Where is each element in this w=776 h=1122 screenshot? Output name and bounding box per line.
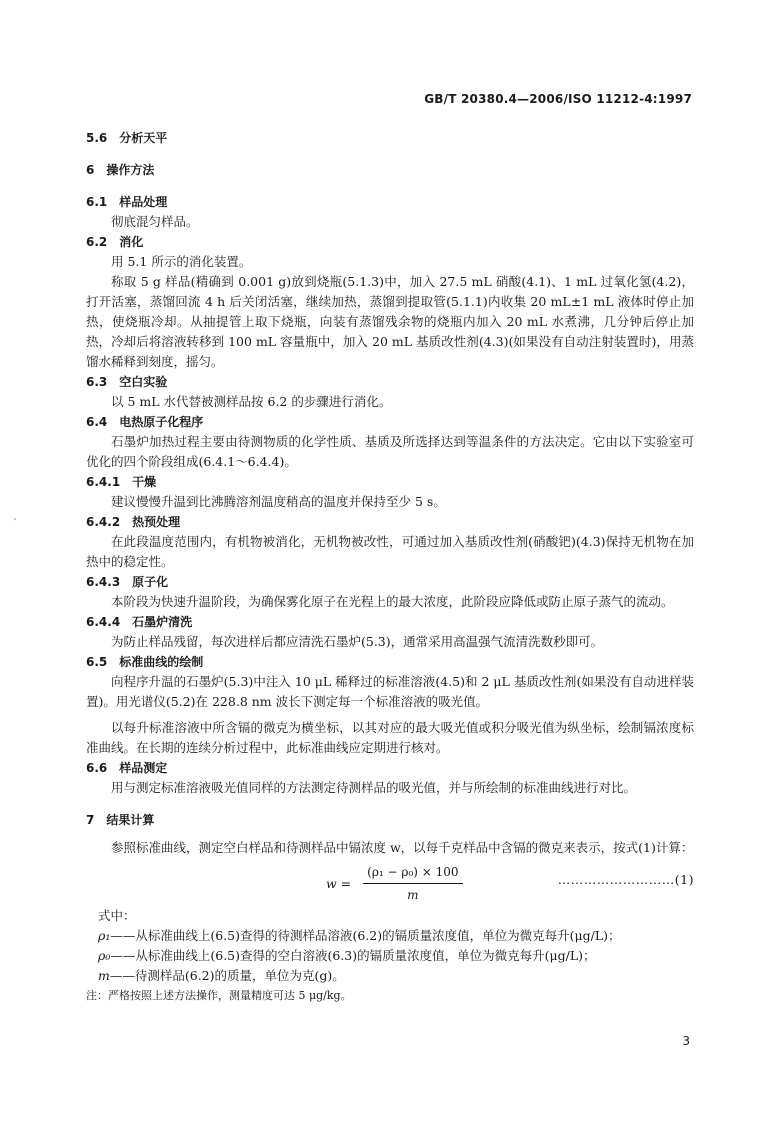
section-number: 6.6 (86, 761, 108, 775)
section-number: 6 (86, 163, 95, 177)
paragraph: 石墨炉加热过程主要由待测物质的化学性质、基质及所选择达到等温条件的方法决定。它由以下实验室可优化的四个阶段组成(6.4.1～6.4.4)。 (86, 434, 694, 469)
section-title: 分析天平 (119, 131, 168, 145)
heading-6-4-3 (86, 572, 694, 592)
paragraph: 称取 5 g 样品(精确到 0.001 g)放到烧瓶(5.1.3)中，加入 27.5 mL 硝酸(4.1)、1 mL 过氧化氢(4.2)，打开活塞，蒸馏回流 4 h 后关闭活塞，继续加热，蒸馏到提取管(5.1.1)内收集 20 mL±1 mL 液体时停止加热，使烧瓶冷却。从抽提管上取下烧瓶，向装有蒸馏残余物的烧瓶内加入 20 mL 水煮沸，几分钟后停止加热，冷却后将溶液转移到 100 mL 容量瓶中，加入 20 mL 基质改性剂(4.3)(如果没有自动注射装置时)，用蒸馏水稀释到刻度，摇匀。 (86, 274, 694, 369)
where-label: 式中： (98, 908, 136, 923)
fraction-bar (363, 883, 462, 884)
section-title: 标准曲线的绘制 (119, 655, 204, 669)
scan-mark: ′ (14, 518, 17, 529)
paragraph: 用 5.1 所示的消化装置。 (111, 254, 252, 269)
paragraph: 彻底混匀样品。 (111, 214, 199, 229)
section-number: 6.4.2 (86, 515, 121, 529)
equation-number: ………………………(1) (557, 872, 694, 887)
heading-6-3 (86, 372, 694, 392)
paragraph: 以 5 mL 水代替被测样品按 6.2 的步骤进行消化。 (111, 394, 392, 409)
section-title: 干燥 (132, 475, 157, 489)
heading-6-5 (86, 652, 694, 672)
section-title: 空白实验 (119, 375, 168, 389)
heading-6-2 (86, 232, 694, 252)
section-number: 6.4.4 (86, 615, 121, 629)
paragraph-intro: 参照标准曲线，测定空白样品和待测样品中镉浓度 w，以每千克样品中含镉的微克来表示，按式(1)计算： (111, 840, 694, 855)
formula (326, 862, 463, 905)
section-title: 样品处理 (119, 195, 168, 209)
section-number: 6.3 (86, 375, 108, 389)
definition-symbol: ρ₀ (98, 948, 111, 963)
heading-6-4-2 (86, 512, 694, 532)
section-title: 原子化 (132, 575, 169, 589)
heading-6 (86, 160, 694, 180)
section-number: 7 (86, 813, 95, 827)
section-number: 6.1 (86, 195, 108, 209)
heading-5-6 (86, 128, 694, 148)
section-title: 结果计算 (106, 813, 155, 827)
paragraph: 用与测定标准溶液吸光值同样的方法测定待测样品的吸光值，并与所绘制的标准曲线进行对比。 (111, 780, 637, 795)
document-body (86, 128, 694, 1004)
note: 注：严格按照上述方法操作，测量精度可达 5 μg/kg。 (86, 989, 352, 1002)
formula-lhs: w = (326, 875, 352, 891)
definition-m (98, 966, 694, 986)
formula-fraction (363, 862, 462, 905)
heading-6-4-1 (86, 472, 694, 492)
formula-denominator: m (407, 888, 419, 902)
section-number: 6.4.3 (86, 575, 121, 589)
heading-6-4-4 (86, 612, 694, 632)
paragraph: 以每升标准溶液中所含镉的微克为横坐标，以其对应的最大吸光值或积分吸光值为纵坐标，绘制镉浓度标准曲线。在长期的连续分析过程中，此标准曲线应定期进行核对。 (86, 720, 694, 755)
paragraph: 为防止样品残留，每次进样后都应清洗石墨炉(5.3)，通常采用高温强气流清洗数秒即可。 (111, 634, 604, 649)
definition-text: ——从标准曲线上(6.5)查得的空白溶液(6.3)的镉质量浓度值，单位为微克每升(μg/L)； (110, 948, 596, 963)
section-title: 石墨炉清洗 (132, 615, 193, 629)
heading-6-1 (86, 192, 694, 212)
definition-text: ——待测样品(6.2)的质量，单位为克(g)。 (109, 968, 345, 983)
section-title: 样品测定 (119, 761, 168, 775)
standard-header: GB/T 20380.4—2006/ISO 11212-4:1997 (424, 92, 692, 106)
section-number: 6.2 (86, 235, 108, 249)
section-number: 6.4.1 (86, 475, 121, 489)
paragraph: 本阶段为快速升温阶段，为确保雾化原子在光程上的最大浓度，此阶段应降低或防止原子蒸气的流动。 (111, 594, 674, 609)
page-number: 3 (682, 1034, 690, 1048)
heading-7 (86, 810, 694, 830)
heading-6-6 (86, 758, 694, 778)
section-number: 6.5 (86, 655, 108, 669)
section-title: 消化 (119, 235, 144, 249)
definition-rho0 (98, 946, 694, 966)
definition-rho1 (98, 926, 694, 946)
section-title: 操作方法 (106, 163, 155, 177)
paragraph: 在此段温度范围内，有机物被消化，无机物被改性，可通过加入基质改性剂(硝酸钯)(4.3)保持无机物在加热中的稳定性。 (86, 534, 694, 569)
section-title: 电热原子化程序 (119, 415, 204, 429)
formula-numerator: (ρ₁ − ρ₀) × 100 (367, 865, 459, 879)
section-number: 6.4 (86, 415, 108, 429)
definition-text: ——从标准曲线上(6.5)查得的待测样品溶液(6.2)的镉质量浓度值，单位为微克每升(μg/L)； (110, 928, 621, 943)
definition-symbol: ρ₁ (98, 928, 111, 943)
definition-symbol: m (98, 968, 110, 983)
paragraph: 建议慢慢升温到比沸腾溶剂温度稍高的温度并保持至少 5 s。 (111, 494, 446, 509)
section-title: 热预处理 (132, 515, 181, 529)
paragraph: 向程序升温的石墨炉(5.3)中注入 10 μL 稀释过的标准溶液(4.5)和 2 μL 基质改性剂(如果没有自动进样装置)。用光谱仪(5.2)在 228.8 nm 波长下测定每一个标准溶液的吸光值。 (86, 674, 694, 709)
heading-6-4 (86, 412, 694, 432)
section-number: 5.6 (86, 131, 108, 145)
formula-row (86, 862, 694, 902)
